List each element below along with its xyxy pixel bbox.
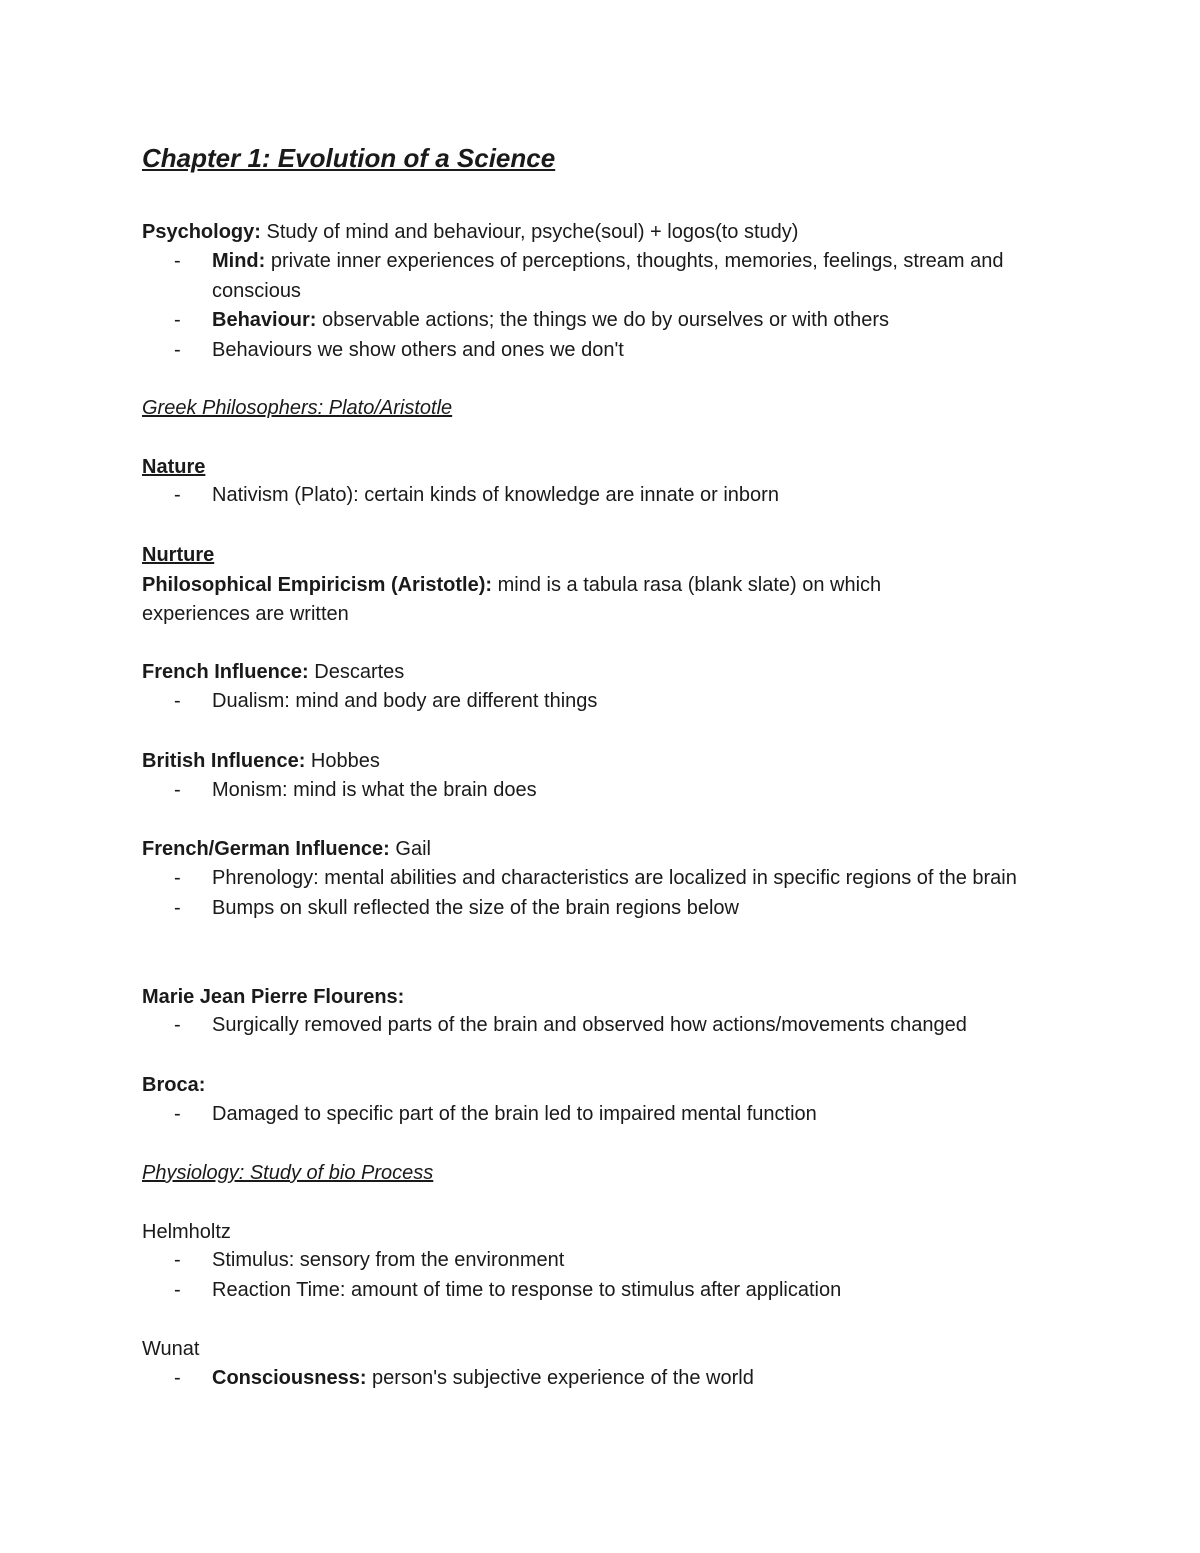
psychology-list: [142, 247, 1102, 365]
phrenology-text: Phrenology: mental abilities and characteristics are localized in specific regions of the brain: [212, 867, 1017, 889]
monism-text: Monism: mind is what the brain does: [212, 779, 537, 801]
bullet-dash: -: [174, 309, 181, 332]
french-def: Descartes: [308, 661, 405, 683]
bullet-dash: -: [174, 1014, 181, 1036]
list-item: [142, 776, 1102, 806]
flourens-text: Surgically removed parts of the brain and observed how actions/movements changed: [212, 1014, 967, 1036]
empiricism-term: Philosophical Empiricism (Aristotle):: [142, 574, 493, 596]
bullet-dash: -: [174, 690, 181, 712]
french-german-term: French/German Influence:: [142, 838, 390, 860]
bullet-dash: -: [174, 867, 181, 889]
list-item: [142, 687, 1102, 717]
reaction-time-text: Reaction Time: amount of time to response to stimulus after application: [212, 1278, 842, 1301]
list-item: [142, 894, 1102, 924]
psychology-def: Study of mind and behaviour, psyche(soul) + logos(to study): [260, 221, 799, 243]
french-list: [142, 687, 1102, 717]
wundt-list: [142, 1364, 1102, 1394]
empiricism-definition: [142, 570, 1042, 600]
behaviours-text: Behaviours we show others and ones we don't: [212, 338, 624, 361]
list-item: [142, 1011, 1102, 1041]
bullet-dash: -: [174, 779, 181, 801]
flourens-heading: Marie Jean Pierre Flourens:: [142, 986, 405, 1008]
nature-heading: Nature: [142, 456, 206, 478]
broca-heading: Broca:: [142, 1074, 206, 1096]
consciousness-term: Consciousness:: [212, 1367, 367, 1389]
list-item: [142, 864, 1102, 894]
behaviour-term: Behaviour:: [212, 309, 317, 332]
list-item: [142, 1276, 1102, 1306]
physiology-heading: Physiology: Study of bio Process: [142, 1162, 434, 1184]
broca-text: Damaged to specific part of the brain led to impaired mental function: [212, 1103, 817, 1125]
psychology-term: Psychology:: [142, 221, 261, 243]
stimulus-text: Stimulus: sensory from the environment: [212, 1249, 565, 1271]
french-german-influence: [142, 834, 1042, 864]
bullet-dash: -: [174, 338, 181, 361]
bumps-text: Bumps on skull reflected the size of the brain regions below: [212, 896, 739, 919]
bullet-dash: -: [174, 1367, 181, 1389]
chapter-title: Chapter 1: Evolution of a Science: [142, 143, 556, 173]
bullet-dash: -: [174, 1249, 181, 1271]
french-term: French Influence:: [142, 661, 309, 683]
list-item: [142, 336, 1102, 366]
french-german-list: [142, 864, 1102, 923]
empiricism-def-line1: mind is a tabula rasa (blank slate) on which: [492, 574, 882, 596]
bullet-dash: -: [174, 250, 181, 272]
list-item: [142, 306, 1102, 336]
helmholtz-heading: Helmholtz: [142, 1221, 231, 1243]
list-item: [142, 1246, 1102, 1276]
nativism-text: Nativism (Plato): certain kinds of knowledge are innate or inborn: [212, 484, 779, 506]
mind-term: Mind:: [212, 250, 266, 272]
bullet-dash: -: [174, 1278, 181, 1301]
nature-list: [142, 481, 1102, 511]
bullet-dash: -: [174, 484, 181, 506]
french-german-def: Gail: [389, 838, 431, 860]
empiricism-def-line2: experiences are written: [142, 603, 349, 625]
flourens-list: [142, 1011, 1102, 1041]
british-influence: [142, 746, 1042, 776]
list-item: [142, 1364, 1102, 1394]
british-list: [142, 776, 1102, 806]
british-def: Hobbes: [305, 750, 380, 772]
nurture-heading: Nurture: [142, 544, 215, 566]
list-item: [142, 481, 1102, 511]
bullet-dash: -: [174, 1103, 181, 1125]
british-term: British Influence:: [142, 750, 306, 772]
bullet-dash: -: [174, 896, 181, 919]
greek-philosophers-heading: Greek Philosophers: Plato/Aristotle: [142, 397, 453, 419]
dualism-text: Dualism: mind and body are different things: [212, 690, 598, 712]
behaviour-text: observable actions; the things we do by ourselves or with others: [316, 309, 889, 332]
mind-text: private inner experiences of perceptions, thoughts, memories, feelings, stream and conscious: [212, 250, 1004, 302]
list-item: [142, 247, 1102, 306]
french-influence: [142, 657, 1042, 687]
list-item: [142, 1100, 1102, 1130]
helmholtz-list: [142, 1246, 1102, 1305]
consciousness-text: person's subjective experience of the world: [366, 1367, 754, 1389]
psychology-definition: [142, 217, 1042, 247]
wundt-heading: Wunat: [142, 1338, 200, 1360]
broca-list: [142, 1100, 1102, 1130]
